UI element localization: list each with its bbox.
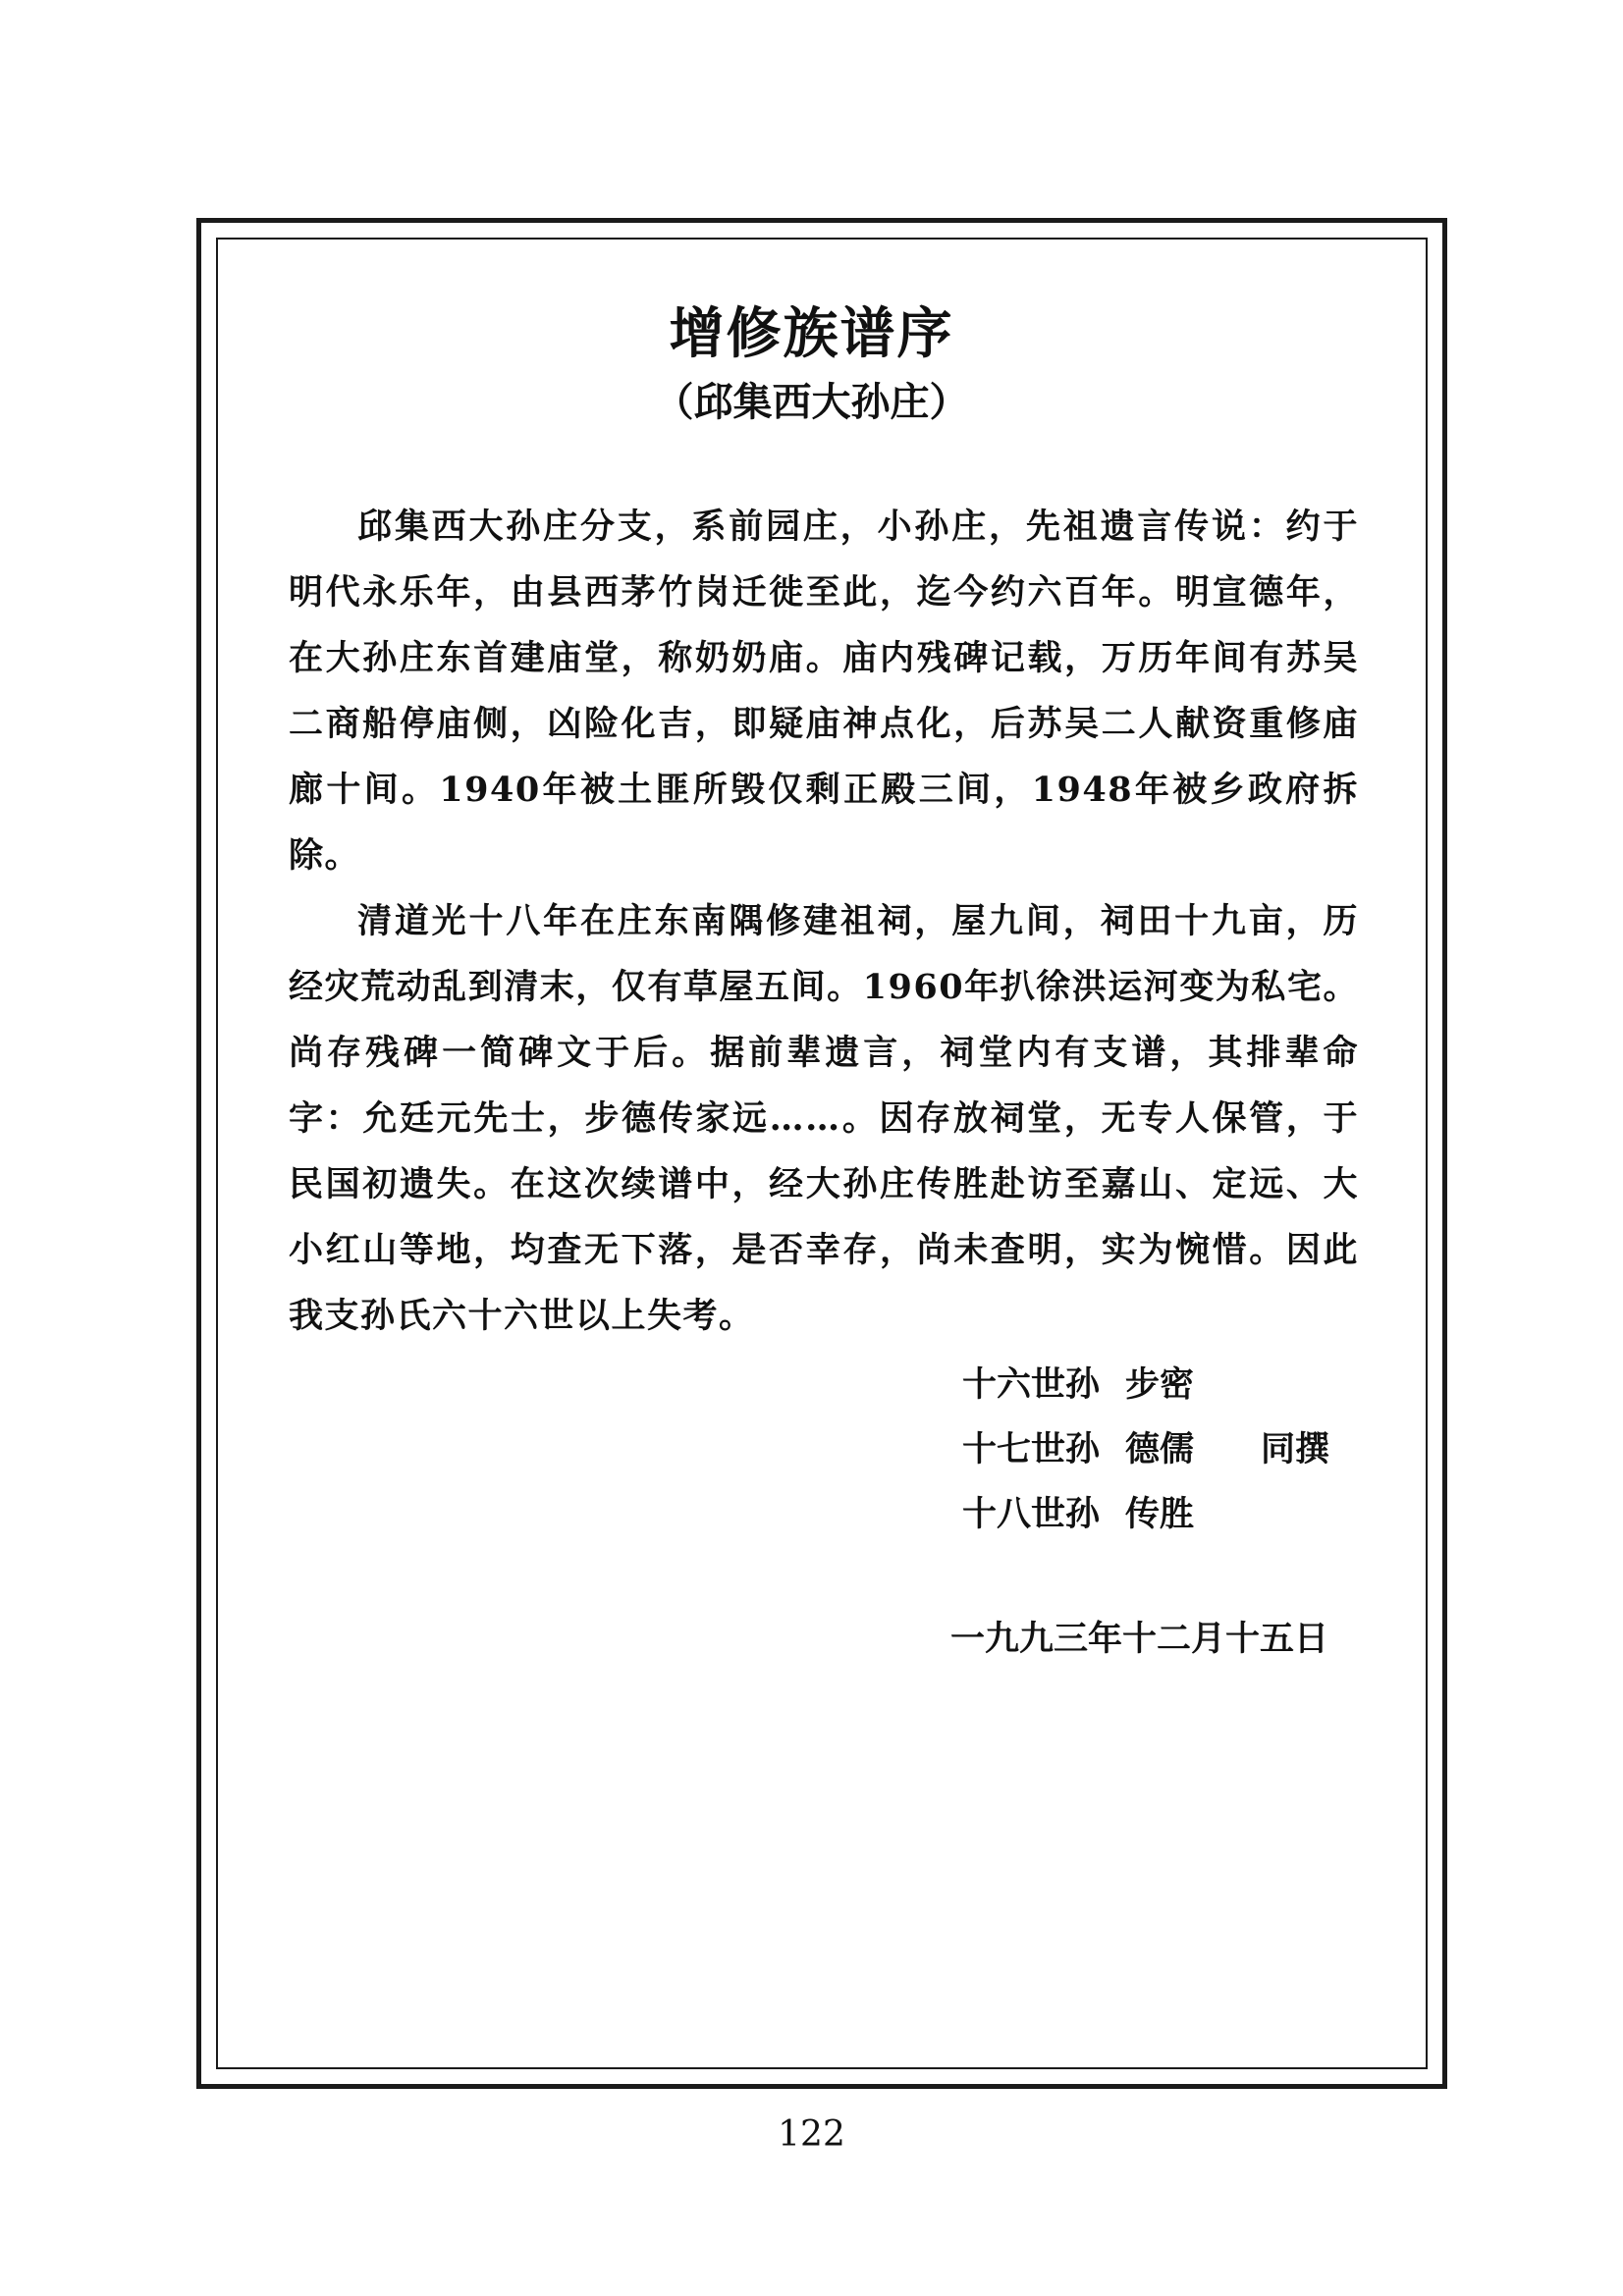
signer-name: 德儒: [1125, 1429, 1195, 1469]
signer-generation: 十七世孙: [962, 1429, 1101, 1469]
signer-name: 传胜: [1125, 1494, 1195, 1534]
paragraph-2: 清道光十八年在庄东南隅修建祖祠，屋九间，祠田十九亩，历经灾荒动乱到清末，仅有草屋五间。1960年扒徐洪运河变为私宅。尚存残碑一简碑文于后。据前辈遗言，祠堂内有支谱，其排辈命字：允廷元先士，步德传家远……。因存放祠堂，无专人保管，于民国初遗失。在这次续谱中，经大孙庄传胜赴访至嘉山、定远、大小红山等地，均查无下落，是否幸存，尚未查明，实为惋惜。因此我支孙氏六十六世以上失考。: [289, 901, 1359, 1336]
signer-generation: 十六世孙: [962, 1364, 1101, 1405]
paragraph-1: 邱集西大孙庄分支，系前园庄，小孙庄，先祖遗言传说：约于明代永乐年，由县西茅竹岗迁徙至此，迄今约六百年。明宣德年，在大孙庄东首建庙堂，称奶奶庙。庙内残碑记载，万历年间有苏吴二商船停庙侧，凶险化吉，即疑庙神点化，后苏吴二人献资重修庙廊十间。1940年被土匪所毁仅剩正殿三间，1948年被乡政府拆除。: [289, 507, 1359, 876]
signer-row: [962, 1353, 1329, 1417]
signer-row: [962, 1417, 1329, 1482]
document-title: 增修族谱序: [669, 301, 954, 366]
signer-generation: 十八世孙: [962, 1494, 1101, 1534]
page-number: 122: [778, 2114, 845, 2155]
document-subtitle: （邱集西大孙庄）: [654, 379, 969, 425]
signers-block: [962, 1353, 1329, 1547]
signer-name: 步密: [1125, 1364, 1195, 1405]
co-author-note: 同撰: [1261, 1429, 1330, 1469]
preface-body: [289, 494, 1359, 1349]
signer-row: [962, 1482, 1329, 1547]
document-date: 一九九三年十二月十五日: [950, 1619, 1329, 1659]
